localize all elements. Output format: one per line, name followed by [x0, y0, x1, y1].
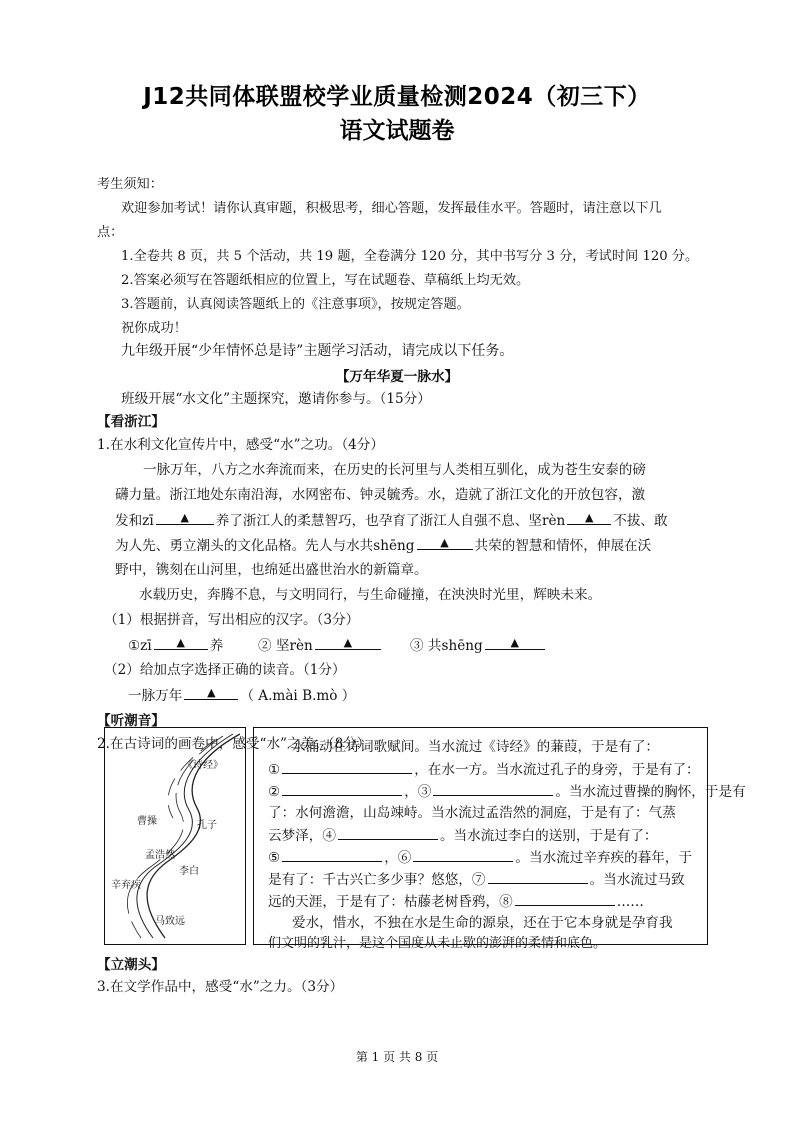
map-label-menghaoran: 孟浩然 — [145, 850, 175, 861]
answer-blank — [413, 848, 513, 862]
sub-question-2-choice: 一脉万年 ▲ （ A.mài B.mò ） — [128, 686, 356, 704]
map-label-caocao: 曹操 — [137, 816, 157, 827]
passage-line: 礴力量。浙江地处东南沿海，水网密布、钟灵毓秀。水，造就了浙江文化的开放包容，激 — [115, 487, 646, 503]
part-1-heading: 【看浙江】 — [97, 414, 165, 430]
answer-blank — [433, 782, 553, 796]
section-intro: 班级开展“水文化”主题探究，邀请你参与。（15分） — [121, 391, 431, 407]
map-label-libai: 李白 — [179, 866, 199, 877]
notice-item-3: 3.答题前，认真阅读答题纸上的《注意事项》，按规定答题。 — [121, 297, 470, 312]
map-label-shijing: 《诗经》 — [183, 760, 223, 771]
answer-blank: ▲ — [315, 636, 381, 650]
part-3-heading: 【立潮头】 — [97, 957, 165, 973]
answer-blank: ▲ — [156, 511, 214, 525]
poetry-line: 远的天涯，于是有了：枯藤老树昏鸦，⑧ …… — [268, 894, 644, 910]
passage-line: 野中，镌刻在山河里，也绵延出盛世治水的新篇章。 — [115, 562, 428, 578]
exam-title: J12共同体联盟校学业质量检测2024（初三下） — [143, 84, 651, 110]
answer-blank — [515, 892, 615, 906]
answer-blank — [338, 826, 438, 840]
answer-blank: ▲ — [417, 536, 473, 550]
question-2: 2.在古诗词的画卷中，感受“水”之美。（8分） — [97, 736, 371, 752]
sub-question-1: （1）根据拼音，写出相应的汉字。（3分） — [104, 612, 360, 628]
map-label-mazhiyuan: 马致远 — [155, 916, 185, 927]
page-footer: 第 1 页 共 8 页 — [355, 1050, 439, 1064]
answer-blank: ▲ — [567, 511, 611, 525]
answer-blank — [488, 870, 588, 884]
notice-wish: 祝你成功！ — [121, 321, 187, 336]
map-label-kongzi: 孔子 — [197, 820, 217, 831]
poetry-line: 云梦泽，④ 。当水流过李白的送别，于是有了： — [268, 828, 658, 844]
question-1: 1.在水利文化宣传片中，感受“水”之功。（4分） — [97, 437, 384, 453]
part-2-heading: 【听潮音】 — [97, 713, 165, 729]
question-3: 3.在文学作品中，感受“水”之力。（3分） — [97, 979, 344, 995]
passage-line: 水载历史，奔腾不息，与文明同行，与生命碰撞，在泱泱时光里，辉映未来。 — [139, 587, 602, 603]
answer-blank — [282, 782, 402, 796]
section-title: 【万年华夏一脉水】 — [335, 369, 459, 385]
notice-item-1: 1.全卷共 8 页，共 5 个活动，共 19 题，全卷满分 120 分，其中书写分 3 分，考试时间 120 分。 — [121, 249, 699, 264]
poetry-line: ① ，在水一方。当水流过孔子的身旁，于是有了： — [268, 762, 700, 778]
poetry-line: 们文明的乳汁，是这个国度从未止歇的澎湃的柔情和底色。 — [268, 936, 607, 951]
passage-line: 发和zī ▲ 养了浙江人的柔慧智巧，也孕育了浙江人自强不息、坚rèn ▲ 不拔、敢 — [115, 511, 668, 529]
notice-heading: 考生须知： — [97, 177, 163, 192]
river-map — [104, 727, 246, 945]
poetry-line: ② ，③ 。当水流过曹操的胸怀，于是有 — [268, 784, 746, 800]
notice-item-2: 2.答案必须写在答题纸相应的位置上，写在试题卷、草稿纸上均无效。 — [121, 273, 530, 288]
notice-intro-line-2: 点： — [97, 225, 124, 240]
passage-line: 一脉万年，八方之水奔流而来，在历史的长河里与人类相互驯化，成为苍生安泰的磅 — [143, 462, 646, 478]
activity-intro: 九年级开展“少年情怀总是诗”主题学习活动，请完成以下任务。 — [121, 343, 514, 359]
sub-question-1-option-3: ③ 共shēng ▲ — [410, 636, 547, 656]
sub-question-2: （2）给加点字选择正确的读音。（1分） — [104, 662, 346, 678]
poetry-line: 是有了：千古兴亡多少事？悠悠，⑦ 。当水流过马致 — [268, 872, 685, 888]
poetry-line: 水涌动在诗词歌赋间。当水流过《诗经》的蒹葭，于是有了： — [292, 739, 660, 755]
poetry-line: 了：水何澹澹，山岛竦峙。当水流过孟浩然的洞庭，于是有了：气蒸 — [268, 805, 676, 821]
exam-subtitle: 语文试题卷 — [339, 118, 455, 144]
sub-question-1-options: ①zī ▲ 养 — [128, 636, 224, 654]
answer-blank: ▲ — [485, 636, 545, 650]
answer-blank — [282, 760, 412, 774]
passage-line: 为人先、勇立潮头的文化品格。先人与水共shēng ▲ 共荣的智慧和情怀，伸展在沃 — [115, 536, 652, 554]
sub-question-1-option-2: ② 坚rèn ▲ — [258, 636, 383, 656]
answer-blank — [282, 848, 382, 862]
poetry-line: 爱水，惜水，不独在水是生命的源泉，还在于它本身就是孕育我 — [292, 915, 673, 931]
notice-intro-line-1: 欢迎参加考试！请你认真审题，积极思考，细心答题，发挥最佳水平。答题时，请注意以下几 — [121, 201, 662, 216]
answer-blank: ▲ — [154, 636, 208, 650]
river-map-drawing — [105, 728, 245, 944]
answer-blank: ▲ — [184, 686, 238, 700]
poetry-line: ⑤ ，⑥ 。当水流过辛弃疾的暮年，于 — [268, 850, 693, 866]
map-label-xinqiji: 辛弃疾 — [111, 880, 141, 891]
